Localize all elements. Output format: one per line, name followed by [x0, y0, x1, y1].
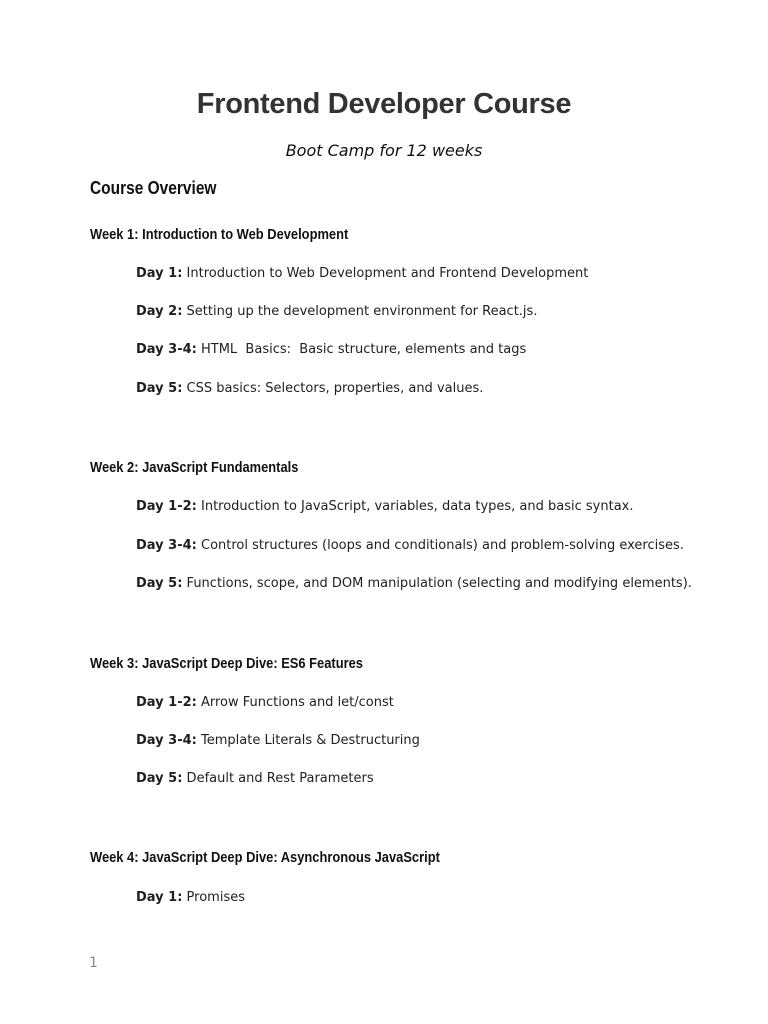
- week-1-day-1: [136, 266, 588, 281]
- week-1-day-5: [136, 381, 483, 396]
- day-label: Day 3-4:: [136, 342, 197, 357]
- day-label: Day 5:: [136, 381, 183, 396]
- week-4-day-1: [136, 890, 245, 905]
- day-label: Day 3-4:: [136, 538, 197, 553]
- week-2-day-5: [136, 576, 692, 591]
- day-description: Template Literals & Destructuring: [196, 733, 420, 748]
- week-3-day-5: [136, 771, 374, 786]
- day-description: HTML Basics: Basic structure, elements and tags: [196, 342, 527, 357]
- day-label: Day 5:: [136, 576, 183, 591]
- week-3-day-3-4: [136, 733, 420, 748]
- document-title: Frontend Developer Course: [196, 88, 572, 120]
- week-2-heading: Week 2: JavaScript Fundamentals: [90, 459, 299, 476]
- day-description: Functions, scope, and DOM manipulation (selecting and modifying elements).: [182, 576, 692, 591]
- day-description: Introduction to JavaScript, variables, data types, and basic syntax.: [196, 499, 634, 514]
- day-label: Day 1-2:: [136, 499, 197, 514]
- week-4-heading: Week 4: JavaScript Deep Dive: Asynchronous JavaScript: [90, 849, 440, 866]
- week-3-day-1-2: [136, 695, 394, 710]
- day-description: Default and Rest Parameters: [182, 771, 374, 786]
- day-description: Promises: [182, 890, 245, 905]
- document-subtitle: Boot Camp for 12 weeks: [285, 141, 483, 160]
- page-number: 1: [89, 955, 98, 971]
- week-2-day-1-2: [136, 499, 634, 514]
- day-label: Day 1:: [136, 890, 183, 905]
- day-label: Day 1-2:: [136, 695, 197, 710]
- day-label: Day 5:: [136, 771, 183, 786]
- day-label: Day 2:: [136, 304, 183, 319]
- course-overview-heading: Course Overview: [90, 178, 217, 198]
- day-label: Day 1:: [136, 266, 183, 281]
- week-2-day-3-4: [136, 538, 684, 553]
- day-description: CSS basics: Selectors, properties, and values.: [182, 381, 484, 396]
- week-1-day-3-4: [136, 342, 526, 357]
- day-description: Introduction to Web Development and Frontend Development: [182, 266, 589, 281]
- day-description: Arrow Functions and let/const: [196, 695, 394, 710]
- week-3-heading: Week 3: JavaScript Deep Dive: ES6 Features: [90, 655, 363, 672]
- week-1-day-2: [136, 304, 537, 319]
- day-description: Control structures (loops and conditionals) and problem-solving exercises.: [196, 538, 684, 553]
- day-label: Day 3-4:: [136, 733, 197, 748]
- week-1-heading: Week 1: Introduction to Web Development: [90, 226, 349, 243]
- day-description: Setting up the development environment for React.js.: [182, 304, 538, 319]
